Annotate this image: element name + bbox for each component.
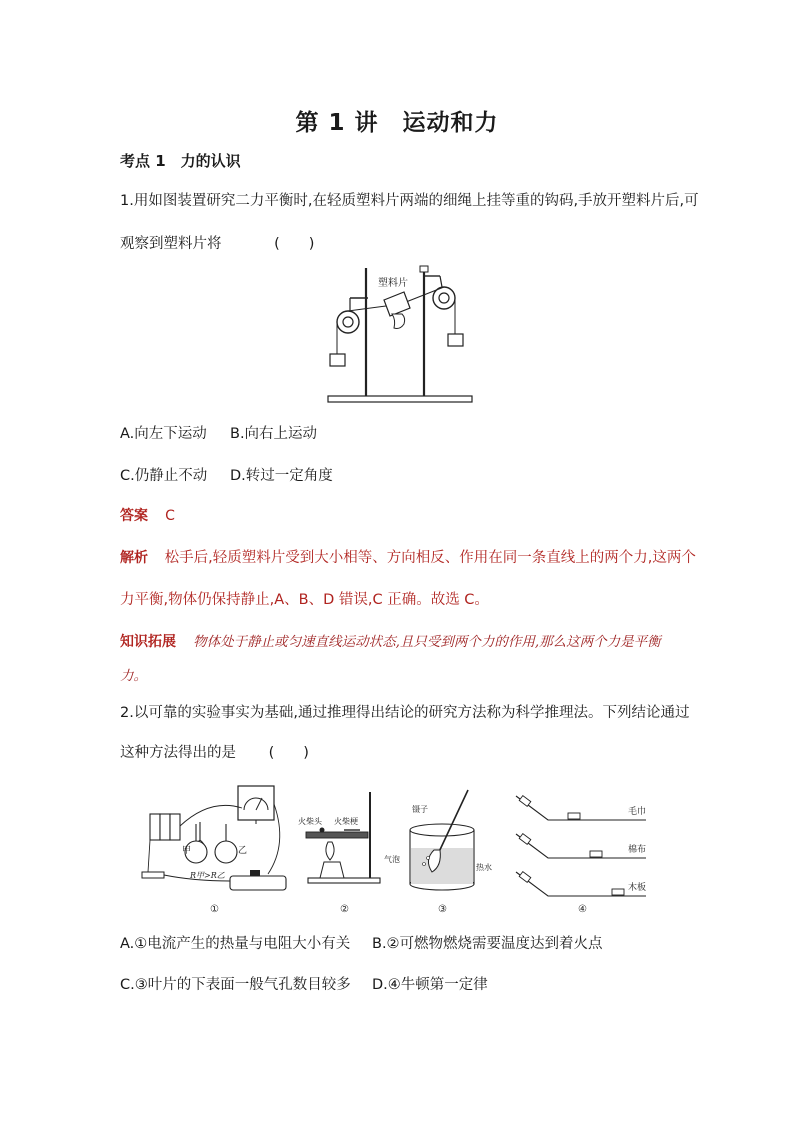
apparatus-base xyxy=(328,396,472,402)
answer-label: 答案 xyxy=(120,508,148,524)
q1-analysis-line2: 力平衡,物体仍保持静止,A、B、D 错误,C 正确。故选 C。 xyxy=(120,592,489,608)
label-match-stick: 火柴梗 xyxy=(334,817,358,826)
cart-towel xyxy=(568,813,580,819)
label-yi: 乙 xyxy=(238,846,248,856)
fig-number-2: ② xyxy=(340,904,349,915)
q1-extension-line1 xyxy=(120,630,661,651)
q1-extension-line2: 力。 xyxy=(120,668,147,684)
copper-plate xyxy=(306,832,368,838)
label-towel: 毛巾 xyxy=(628,807,647,817)
q1-option-a: A.向左下运动 xyxy=(120,426,207,442)
q1-stem-line2 xyxy=(120,234,314,254)
cart-cotton xyxy=(590,851,602,857)
figure-3-leaf-hot-water xyxy=(384,790,492,915)
figure-2-match-burning xyxy=(298,792,380,915)
plastic-card xyxy=(384,292,410,316)
label-bubbles: 气泡 xyxy=(384,855,400,864)
q1-option-b: B.向右上运动 xyxy=(230,426,318,442)
card-label: 塑料片 xyxy=(378,278,408,289)
q1-analysis-line1 xyxy=(120,546,696,567)
analysis-label: 解析 xyxy=(120,550,148,566)
flask-yi xyxy=(215,841,237,863)
q2-option-a: A.①电流产生的热量与电阻大小有关 xyxy=(120,936,351,952)
label-resistance: R甲>R乙 xyxy=(190,871,225,880)
q1-figure-apparatus xyxy=(320,262,480,407)
figure-4-inclines xyxy=(516,796,646,915)
fig-number-4: ④ xyxy=(578,904,587,915)
extension-text-1: 物体处于静止或匀速直线运动状态,且只受到两个力的作用,那么这两个力是平衡 xyxy=(193,634,661,650)
tweezers xyxy=(438,790,468,854)
hot-water xyxy=(411,848,473,884)
cart-board xyxy=(612,889,624,895)
label-board: 木板 xyxy=(628,883,647,893)
label-match-head: 火柴头 xyxy=(298,817,322,826)
extension-label: 知识拓展 xyxy=(120,634,176,650)
page-title: 第 1 讲 运动和力 xyxy=(295,110,499,136)
q2-option-c: C.③叶片的下表面一般气孔数目较多 xyxy=(120,977,351,993)
switch xyxy=(142,872,164,878)
q2-stem-line1: 2.以可靠的实验事实为基础,通过推理得出结论的研究方法称为科学推理法。下列结论通过 xyxy=(120,705,690,721)
q2-stem-line2 xyxy=(120,743,309,763)
figure-1-circuit xyxy=(142,786,286,915)
flame xyxy=(326,842,334,860)
answer-value: C xyxy=(165,508,175,524)
hand-sketch xyxy=(392,314,405,329)
q2-stem-text: 这种方法得出的是 xyxy=(120,745,236,761)
right-weight xyxy=(448,334,463,346)
label-jia: 甲 xyxy=(182,846,192,856)
fig-number-3: ③ xyxy=(438,904,447,915)
fig-number-1: ① xyxy=(210,904,219,915)
q1-stem-text: 观察到塑料片将 xyxy=(120,236,222,252)
rheostat xyxy=(230,876,286,890)
analysis-text-1: 松手后,轻质塑料片受到大小相等、方向相反、作用在同一条直线上的两个力,这两个 xyxy=(164,550,696,566)
q2-option-b: B.②可燃物燃烧需要温度达到着火点 xyxy=(372,936,603,952)
q1-answer-blank: ( ) xyxy=(274,236,315,252)
q2-figure-strip xyxy=(138,780,666,916)
label-hot-water: 热水 xyxy=(476,863,492,872)
q1-option-c: C.仍静止不动 xyxy=(120,468,208,484)
section-heading: 考点 1 力的认识 xyxy=(120,152,241,170)
q1-option-d: D.转过一定角度 xyxy=(230,468,333,484)
ammeter xyxy=(238,786,274,820)
left-weight xyxy=(330,354,345,366)
q2-answer-blank: ( ) xyxy=(268,745,309,761)
q2-option-d: D.④牛顿第一定律 xyxy=(372,977,488,993)
label-cotton: 棉布 xyxy=(628,845,647,855)
label-tweezers: 镊子 xyxy=(412,805,428,814)
alcohol-lamp xyxy=(320,862,344,878)
q1-stem-line1: 1.用如图装置研究二力平衡时,在轻质塑料片两端的细绳上挂等重的钩码,手放开塑料片后,可 xyxy=(120,193,699,209)
q1-answer xyxy=(120,505,175,525)
